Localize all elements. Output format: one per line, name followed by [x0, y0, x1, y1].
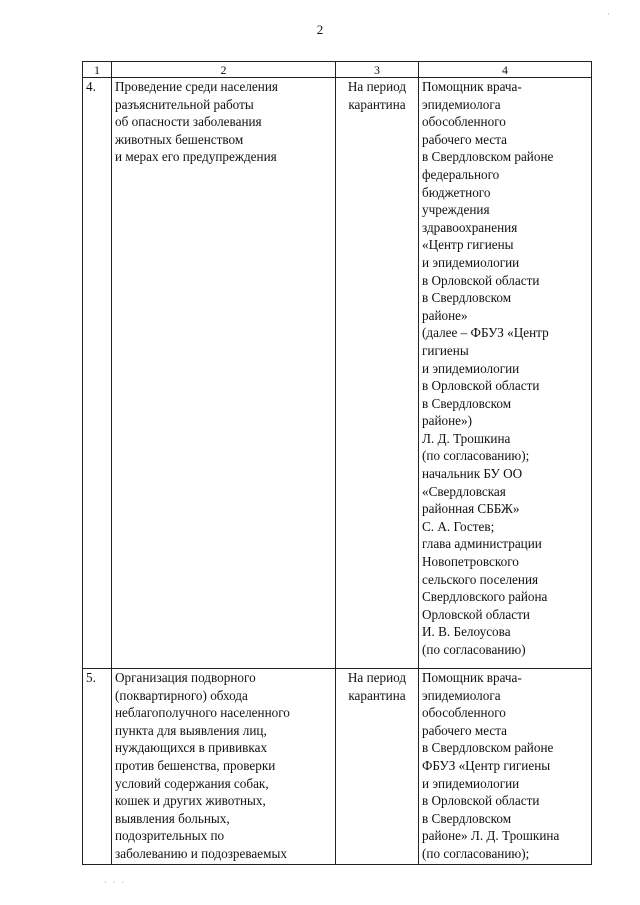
text-line: заболеванию и подозреваемых	[115, 845, 287, 861]
text-line: в Свердловском районе	[422, 740, 554, 756]
text-line: районе» Л. Д. Трошкина	[422, 828, 560, 844]
header-col-1: 1	[83, 62, 112, 78]
header-col-3: 3	[336, 62, 419, 78]
text-line: районе»	[422, 307, 468, 323]
measures-table	[82, 61, 592, 865]
text-line: об опасности заболевания	[115, 114, 262, 130]
row-number: 4.	[83, 78, 112, 669]
header-col-4: 4	[419, 62, 592, 78]
page-number: 2	[316, 22, 324, 37]
responsible-cell	[419, 78, 592, 669]
text-line: Орловской области	[422, 606, 530, 622]
text-line: районе»)	[422, 413, 472, 429]
scan-artifact: · · ·	[104, 878, 126, 887]
text-line: Проведение среди населения	[115, 79, 278, 94]
row-number: 5.	[83, 669, 112, 865]
text-line: пункта для выявления лиц,	[115, 722, 267, 738]
text-line: условий содержания собак,	[115, 775, 269, 791]
text-line: подозрительных по	[115, 828, 225, 844]
text-line: «Свердловская	[422, 483, 506, 499]
text-line: кошек и других животных,	[115, 793, 266, 809]
text-line: в Орловской области	[422, 378, 540, 394]
text-line: обособленного	[422, 705, 506, 721]
text-line: глава администрации	[422, 536, 542, 552]
table-header-row	[83, 62, 592, 78]
activity-cell	[112, 669, 336, 865]
term-cell	[336, 669, 419, 865]
text-line: разъяснительной работы	[115, 96, 254, 112]
text-line: (по согласованию);	[422, 448, 530, 464]
text-line: начальник БУ ОО	[422, 466, 523, 482]
text-line: и эпидемиологии	[422, 775, 520, 791]
scan-artifact: ·	[607, 10, 610, 19]
text-line: федерального	[422, 166, 500, 182]
text-line: обособленного	[422, 114, 506, 130]
text-line: эпидемиолога	[422, 96, 501, 112]
text-line: (поквартирного) обхода	[115, 687, 248, 703]
text-line: животных бешенством	[115, 131, 244, 147]
text-line: сельского поселения	[422, 571, 539, 587]
text-line: в Свердловском	[422, 395, 512, 411]
table-row	[83, 669, 592, 865]
text-line: Организация подворного	[115, 670, 256, 685]
text-line: в Свердловском районе	[422, 149, 554, 165]
text-line: в Орловской области	[422, 793, 540, 809]
text-line: против бешенства, проверки	[115, 757, 276, 773]
table-row	[83, 78, 592, 669]
text-line: Помощник врача-	[422, 670, 522, 685]
text-line: в Орловской области	[422, 272, 540, 288]
text-line: С. А. Гостев;	[422, 518, 495, 534]
text-line: (далее – ФБУЗ «Центр	[422, 325, 549, 341]
text-line: неблагополучного населенного	[115, 705, 290, 721]
text-line: бюджетного	[422, 184, 491, 200]
text-line: Свердловского района	[422, 589, 548, 605]
text-line: (по согласованию);	[422, 845, 530, 861]
text-line: Новопетровского	[422, 554, 519, 570]
text-line: эпидемиолога	[422, 687, 501, 703]
text-line: рабочего места	[422, 722, 508, 738]
text-line: карантина	[348, 687, 406, 703]
text-line: районная СББЖ»	[422, 501, 520, 517]
text-line: На период	[347, 79, 407, 94]
text-line: гигиены	[422, 342, 469, 358]
text-line: в Свердловском	[422, 290, 512, 306]
text-line: рабочего места	[422, 131, 508, 147]
text-line: И. В. Белоусова	[422, 624, 511, 640]
text-line: На период	[347, 670, 407, 685]
text-line: нуждающихся в прививках	[115, 740, 268, 756]
text-line: «Центр гигиены	[422, 237, 514, 253]
activity-cell	[112, 78, 336, 669]
text-line: в Свердловском	[422, 810, 512, 826]
header-col-2: 2	[112, 62, 336, 78]
text-line: Помощник врача-	[422, 79, 522, 94]
text-line: и мерах его предупреждения	[115, 149, 277, 165]
text-line: учреждения	[422, 202, 490, 218]
text-line: здравоохранения	[422, 219, 518, 235]
text-line: ФБУЗ «Центр гигиены	[422, 757, 551, 773]
text-line: карантина	[348, 96, 406, 112]
text-line: (по согласованию)	[422, 642, 526, 657]
text-line: и эпидемиологии	[422, 254, 520, 270]
responsible-cell	[419, 669, 592, 865]
text-line: выявления больных,	[115, 810, 230, 826]
text-line: и эпидемиологии	[422, 360, 520, 376]
term-cell	[336, 78, 419, 669]
text-line: Л. Д. Трошкина	[422, 430, 511, 446]
